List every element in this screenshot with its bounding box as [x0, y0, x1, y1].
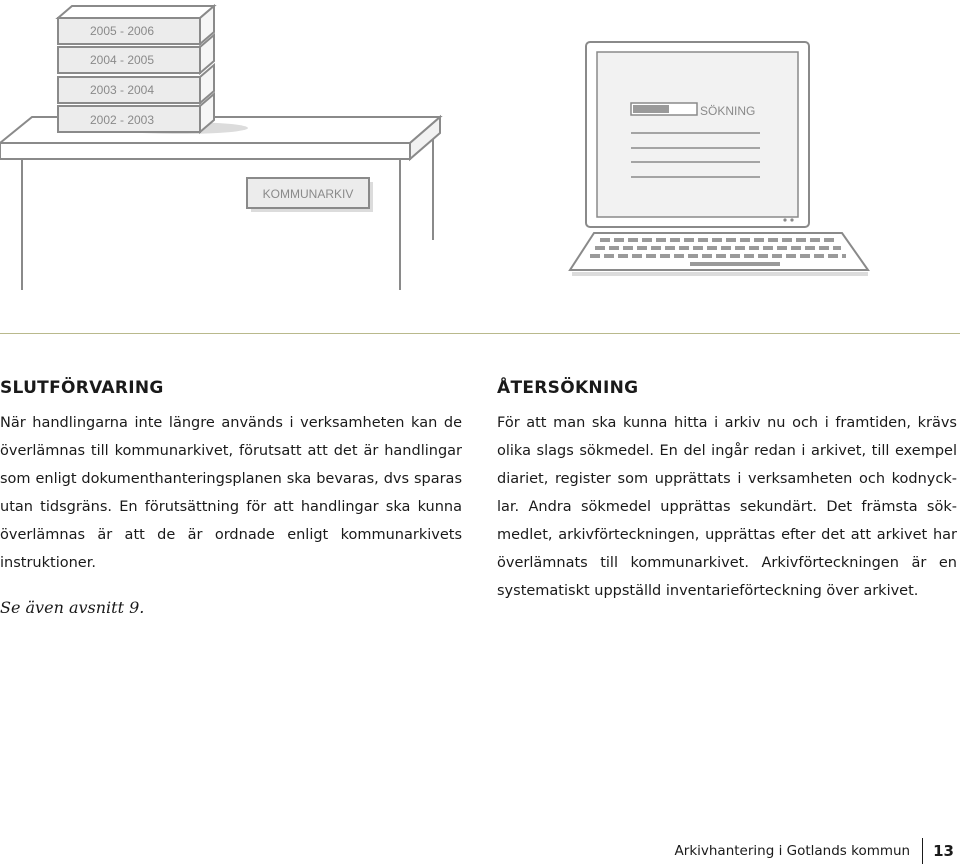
illustration	[0, 0, 960, 300]
footer-separator	[922, 838, 923, 864]
see-also-note: Se även avsnitt 9.	[0, 598, 145, 617]
heading-slutforvaring: SLUTFÖRVARING	[0, 378, 164, 398]
archive-sign	[247, 178, 373, 212]
page-number: 13	[933, 842, 954, 860]
desk	[0, 117, 440, 290]
binder-1	[58, 6, 214, 44]
binder-label: 2002 - 2003	[89, 113, 155, 127]
monitor-screen	[597, 52, 798, 217]
binder-stack	[58, 6, 214, 132]
section-slutforvaring	[0, 375, 462, 621]
search-label: SÖKNING	[700, 104, 756, 118]
body-atersokning: För att man ska kunna hitta i arkiv nu och i framtiden, krävs olika slags sökmedel. En del ingår redan i arkivet, till exempel diariet, register som upprättats i verksamheten och kodnycklar. Andra sökmedel upprättas sekundärt. Det främsta sökmedlet, arkivförteckningen, upprättas efter det att arkivet har överlämnats till kommunarkivet. Arkivförteckningen är en systematiskt uppställd inventarieförteckning över arkivet.	[497, 415, 957, 599]
footer-title: Arkivhantering i Gotlands kommun	[674, 843, 911, 859]
binder-label: 2004 - 2005	[89, 53, 155, 67]
page-footer	[675, 838, 954, 864]
computer	[570, 42, 868, 274]
archive-label: KOMMUNARKIV	[262, 187, 354, 201]
binder-label: 2003 - 2004	[89, 83, 155, 97]
body-slutforvaring: När handlingarna inte längre används i verksamheten kan de överlämnas till kommunarkivet, förutsatt att det är handlingar som enligt dokumenthanteringsplanen ska bevaras, dvs sparas utan tidsgräns. En förutsättning för att handlingar ska kunna överlämnas är att de är ordnade enligt kommunarkivets instruktioner.	[0, 415, 462, 571]
heading-atersokning: ÅTERSÖKNING	[497, 378, 639, 398]
illustration-svg	[0, 0, 960, 300]
desk-front-edge	[0, 143, 410, 159]
section-atersokning	[497, 375, 957, 605]
binder-label: 2005 - 2006	[89, 24, 155, 38]
section-divider	[0, 333, 960, 334]
